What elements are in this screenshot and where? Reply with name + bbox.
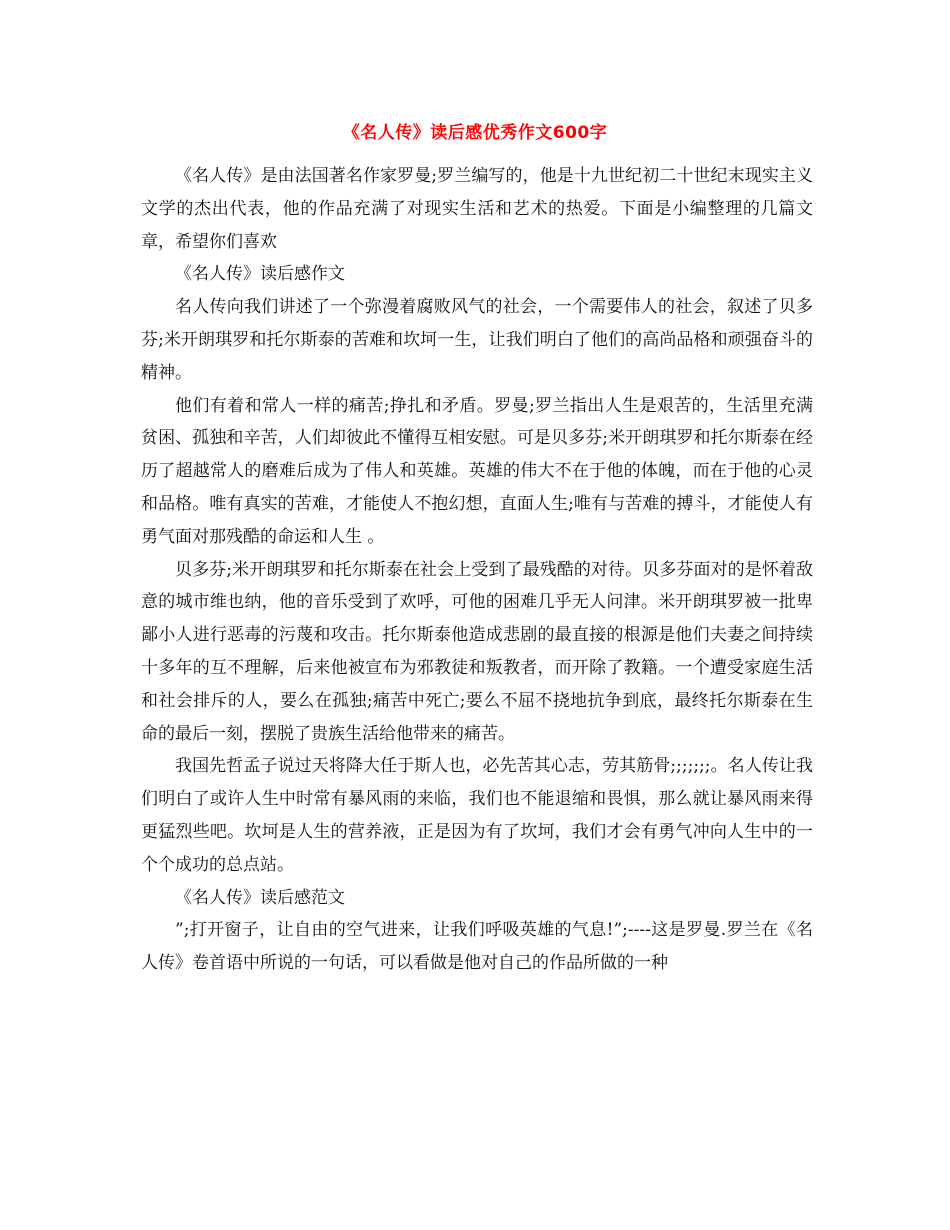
- section-heading: 《名人传》读后感作文: [175, 264, 345, 285]
- document-body: [141, 160, 813, 980]
- paragraph: 贝多芬;米开朗琪罗和托尔斯泰在社会上受到了最残酷的对待。贝多芬面对的是怀着敌意的城市维也纳，他的音乐受到了欢呼，可他的困难几乎无人问津。米开朗琪罗被一批卑鄙小人进行恶毒的污蔑和攻击。托尔斯泰他造成悲剧的最直接的根源是他们夫妻之间持续十多年的互不理解，后来他被宣布为邪教徒和叛教者，而开除了教籍。一个遭受家庭生活和社会排斥的人，要么在孤独;痛苦中死亡;要么不屈不挠地抗争到底，最终托尔斯泰在生命的最后一刻，摆脱了贵族生活给他带来的痛苦。: [141, 559, 813, 744]
- section-heading: 《名人传》读后感范文: [175, 887, 345, 908]
- paragraph: ”;打开窗子，让自由的空气进来，让我们呼吸英雄的气息!”;----这是罗曼.罗兰在《名人传》卷首语中所说的一句话，可以看做是他对自己的作品所做的一种: [141, 920, 813, 974]
- paragraph-intro: 《名人传》是由法国著名作家罗曼;罗兰编写的，他是十九世纪初二十世纪末现实主义文学的杰出代表，他的作品充满了对现实生活和艺术的热爱。下面是小编整理的几篇文章，希望你们喜欢: [141, 166, 813, 252]
- document-title: 《名人传》读后感优秀作文600字: [342, 123, 608, 143]
- paragraph: 他们有着和常人一样的痛苦;挣扎和矛盾。罗曼;罗兰指出人生是艰苦的，生活里充满贫困、孤独和辛苦，人们却彼此不懂得互相安慰。可是贝多芬;米开朗琪罗和托尔斯泰在经历了超越常人的磨难后成为了伟人和英雄。英雄的伟大不在于他的体魄，而在于他的心灵和品格。唯有真实的苦难，才能使人不抱幻想，直面人生;唯有与苦难的搏斗，才能使人有勇气面对那残酷的命运和人生 。: [141, 395, 813, 547]
- paragraph: 名人传向我们讲述了一个弥漫着腐败风气的社会，一个需要伟人的社会，叙述了贝多芬;米开朗琪罗和托尔斯泰的苦难和坎坷一生，让我们明白了他们的高尚品格和顽强奋斗的精神。: [141, 297, 813, 383]
- paragraph: 我国先哲孟子说过天将降大任于斯人也，必先苦其心志，劳其筋骨;;;;;;;。名人传让我们明白了或许人生中时常有暴风雨的来临，我们也不能退缩和畏惧，那么就让暴风雨来得更猛烈些吧。坎坷是人生的营养液，正是因为有了坎坷，我们才会有勇气冲向人生中的一个个成功的总点站。: [141, 756, 813, 875]
